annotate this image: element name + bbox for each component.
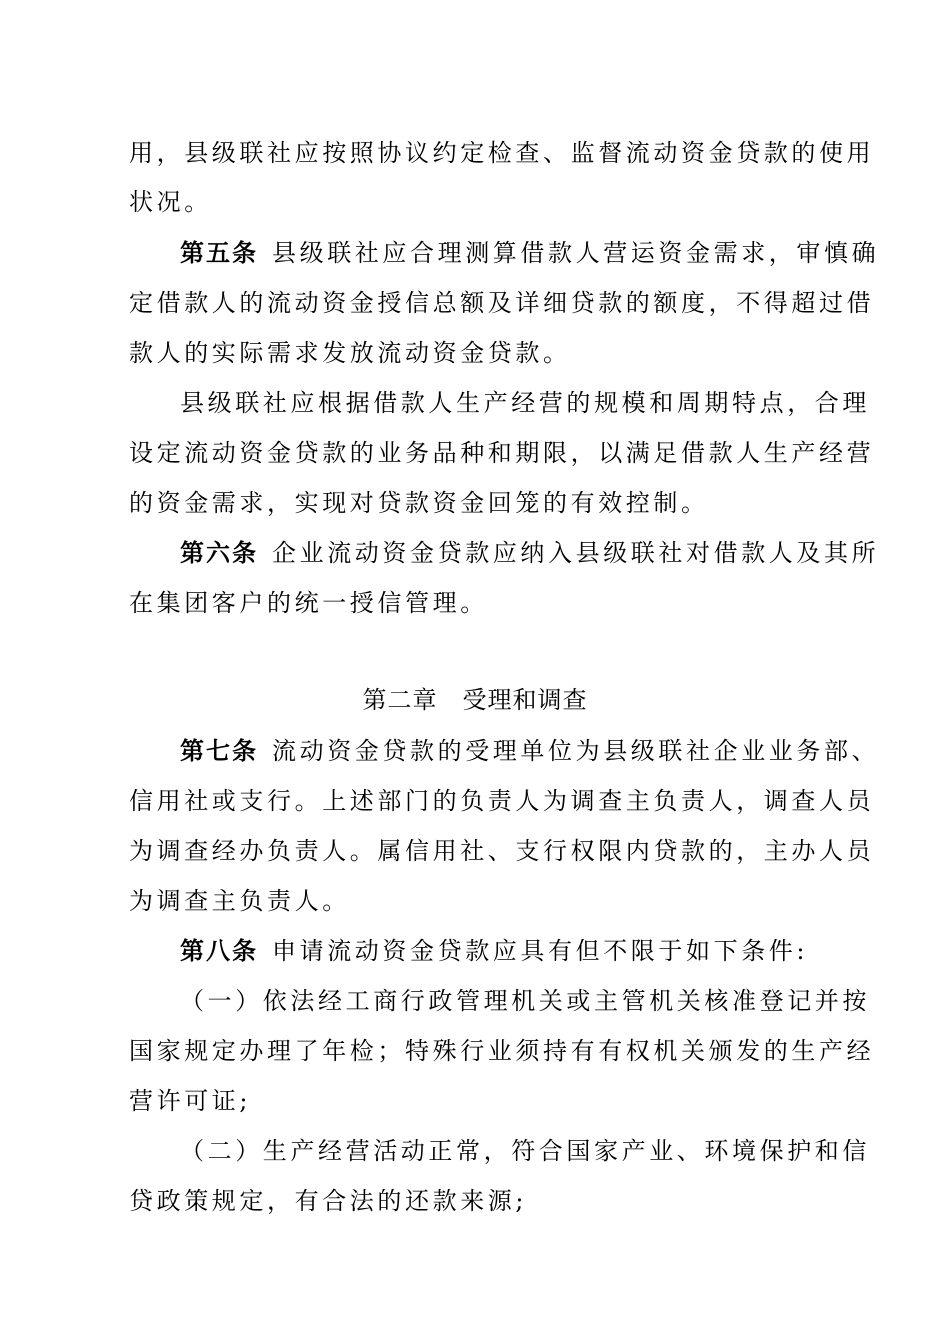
chapter-heading: 第二章 受理和调查 [362, 686, 588, 714]
paragraph-line: 定借款人的流动资金授信总额及详细贷款的额度，不得超过借 [129, 289, 875, 317]
paragraph-line: 信用社或支行。上述部门的负责人为调查主负责人，调查人员 [129, 787, 875, 815]
article-6-label: 第六条 [180, 539, 258, 567]
paragraph-line: 营许可证; [129, 1087, 252, 1115]
paragraph-line: 贷政策规定，有合法的还款来源; [129, 1187, 528, 1215]
article-6-text: 企业流动资金贷款应纳入县级联社对借款人及其所 [272, 539, 880, 567]
article-5-text: 县级联社应合理测算借款人营运资金需求，审慎确 [272, 239, 880, 267]
paragraph-line: 在集团客户的统一授信管理。 [129, 589, 488, 617]
article-5-label: 第五条 [180, 239, 258, 267]
article-8-label: 第八条 [180, 937, 258, 965]
list-item-line: （一）依法经工商行政管理机关或主管机关核准登记并按 [180, 987, 870, 1015]
paragraph-line: 为调查经办负责人。属信用社、支行权限内贷款的，主办人员 [129, 837, 875, 865]
article-6-line [180, 538, 879, 568]
paragraph-line: 的资金需求，实现对贷款资金回笼的有效控制。 [129, 489, 709, 517]
article-7-label: 第七条 [180, 737, 258, 765]
article-7-text: 流动资金贷款的受理单位为县级联社企业业务部、 [272, 737, 880, 765]
paragraph-line: 用，县级联社应按照协议约定检查、监督流动资金贷款的使用 [129, 139, 875, 167]
article-7-line [180, 736, 879, 766]
list-item-line: （二）生产经营活动正常，符合国家产业、环境保护和信 [180, 1137, 870, 1165]
paragraph-line: 状况。 [129, 188, 212, 216]
article-5-line [180, 238, 879, 268]
article-8-text: 申请流动资金贷款应具有但不限于如下条件: [272, 937, 809, 965]
article-8-line [180, 936, 808, 966]
paragraph-line: 县级联社应根据借款人生产经营的规模和周期特点，合理 [180, 389, 870, 417]
paragraph-line: 为调查主负责人。 [129, 887, 350, 915]
paragraph-line: 款人的实际需求发放流动资金贷款。 [129, 339, 571, 367]
paragraph-line: 国家规定办理了年检；特殊行业须持有有权机关颁发的生产经 [129, 1037, 875, 1065]
paragraph-line: 设定流动资金贷款的业务品种和期限，以满足借款人生产经营 [129, 439, 875, 467]
